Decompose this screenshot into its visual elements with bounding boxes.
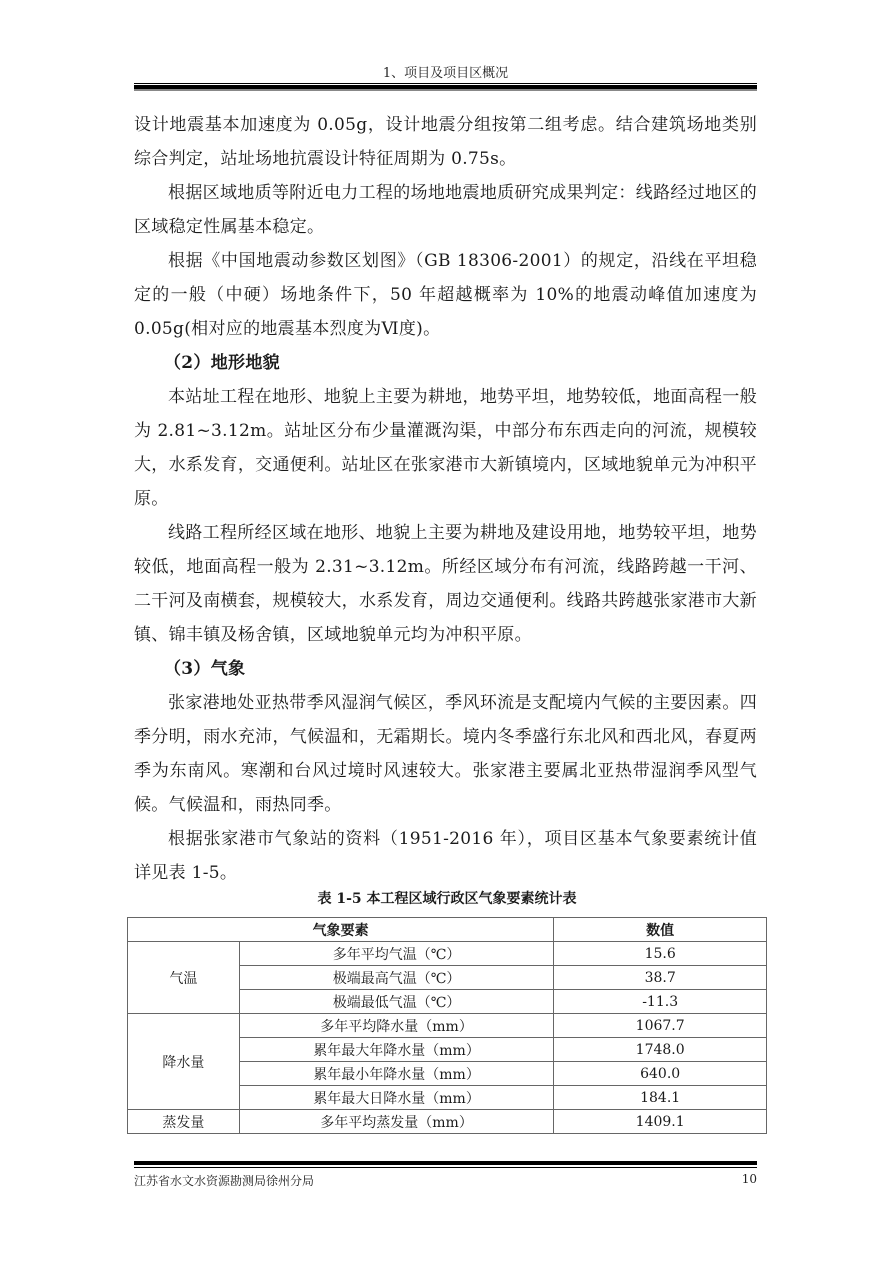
category-cell: 降水量 [128, 1014, 240, 1110]
category-cell: 蒸发量 [128, 1110, 240, 1134]
table-row [128, 942, 767, 966]
value-cell: 1409.1 [554, 1110, 767, 1134]
item-cell: 极端最高气温（℃） [239, 966, 554, 990]
paragraph: 张家港地处亚热带季风湿润气候区，季风环流是支配境内气候的主要因素。四季分明，雨水充沛，气候温和，无霜期长。境内冬季盛行东北风和西北风，春夏两季为东南风。寒潮和台风过境时风速较大。张家港主要属北亚热带湿润季风型气候。气候温和，雨热同季。 [134, 693, 757, 815]
table-row [128, 1110, 767, 1134]
footer-organization: 江苏省水文水资源勘测局徐州分局 [134, 1174, 315, 1188]
value-cell: 184.1 [554, 1086, 767, 1110]
item-cell: 累年最大日降水量（mm） [239, 1086, 554, 1110]
paragraph: 线路工程所经区域在地形、地貌上主要为耕地及建设用地，地势较平坦，地势较低，地面高程一般为 2.31~3.12m。所经区域分布有河流，线路跨越一干河、二干河及南横套，规模较大，水系发育，周边交通便利。线路共跨越张家港市大新镇、锦丰镇及杨舍镇，区域地貌单元均为冲积平原。 [134, 523, 757, 645]
value-cell: 640.0 [554, 1062, 767, 1086]
paragraph: 设计地震基本加速度为 0.05g，设计地震分组按第二组考虑。结合建筑场地类别综合判定，站址场地抗震设计特征周期为 0.75s。 [134, 115, 757, 169]
climate-table [127, 917, 767, 1134]
table-row [128, 1014, 767, 1038]
page-number: 10 [741, 1172, 757, 1186]
item-cell: 极端最低气温（℃） [239, 990, 554, 1014]
section-heading-terrain: （2）地形地貌 [164, 353, 280, 373]
paragraph: 根据区域地质等附近电力工程的场地地震地质研究成果判定：线路经过地区的区域稳定性属基本稳定。 [134, 183, 757, 237]
item-cell: 累年最小年降水量（mm） [239, 1062, 554, 1086]
table-caption: 表 1-5 本工程区域行政区气象要素统计表 [317, 891, 577, 907]
item-cell: 多年平均气温（℃） [239, 942, 554, 966]
value-cell: -11.3 [554, 990, 767, 1014]
item-cell: 多年平均降水量（mm） [239, 1014, 554, 1038]
item-cell: 累年最大年降水量（mm） [239, 1038, 554, 1062]
paragraph: 根据《中国地震动参数区划图》（GB 18306-2001）的规定，沿线在平坦稳定的一般（中硬）场地条件下，50 年超越概率为 10%的地震动峰值加速度为 0.05g(相对应的地震基本烈度为Ⅵ度)。 [134, 251, 757, 339]
header-rule [134, 83, 757, 91]
table-header-row [128, 918, 767, 942]
paragraph: 根据张家港市气象站的资料（1951-2016 年），项目区基本气象要素统计值详见表 1-5。 [134, 829, 757, 883]
value-cell: 15.6 [554, 942, 767, 966]
value-cell: 1067.7 [554, 1014, 767, 1038]
category-cell: 气温 [128, 942, 240, 1014]
item-cell: 多年平均蒸发量（mm） [239, 1110, 554, 1134]
paragraph: 本站址工程在地形、地貌上主要为耕地，地势平坦，地势较低，地面高程一般为 2.81~3.12m。站址区分布少量灌溉沟渠，中部分布东西走向的河流，规模较大，水系发育，交通便利。站址区在张家港市大新镇境内，区域地貌单元为冲积平原。 [134, 387, 757, 509]
footer-rule [134, 1161, 757, 1168]
section-heading-climate: （3）气象 [164, 659, 246, 679]
header-cell-element: 气象要素 [128, 918, 554, 942]
header-cell-value: 数值 [554, 918, 767, 942]
body-content [134, 108, 757, 890]
value-cell: 1748.0 [554, 1038, 767, 1062]
page-header-title: 1、项目及项目区概况 [382, 66, 509, 81]
value-cell: 38.7 [554, 966, 767, 990]
